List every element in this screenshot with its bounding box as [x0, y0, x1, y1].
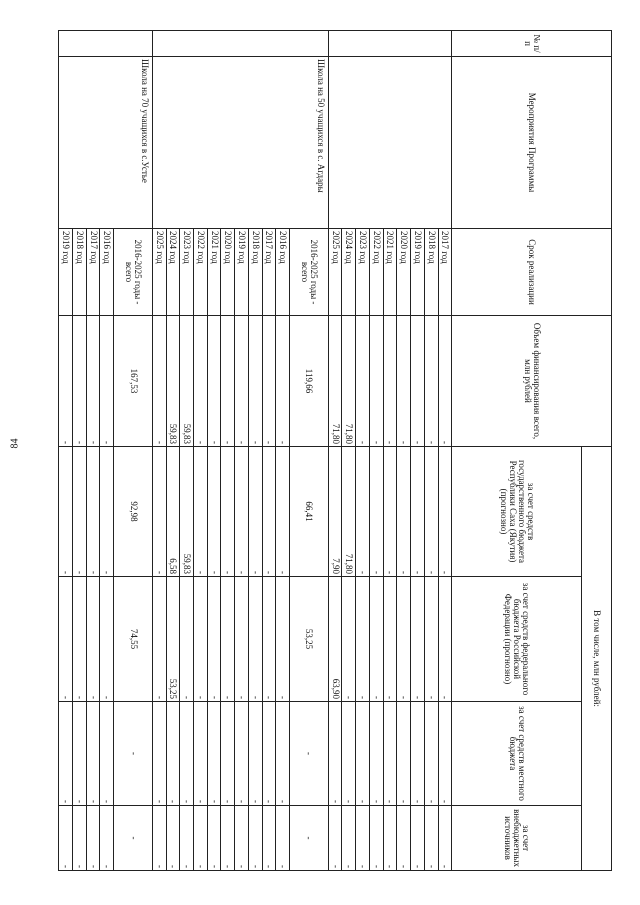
value-republic: -: [438, 447, 452, 577]
header-num: № п/п: [452, 31, 612, 57]
value-extra: -: [424, 806, 438, 871]
period-cell: 2023 год: [356, 229, 370, 316]
header-including: В том числе, млн рублей:: [582, 447, 612, 871]
value-federal: -: [73, 577, 87, 702]
value-total: -: [152, 316, 166, 447]
value-extra: -: [397, 806, 411, 871]
value-total: -: [356, 316, 370, 447]
value-total: -: [438, 316, 452, 447]
value-federal: -: [100, 577, 114, 702]
value-federal: -: [262, 577, 276, 702]
value-extra: -: [59, 806, 73, 871]
value-total: 71,80: [328, 316, 342, 447]
table-row: [114, 31, 153, 871]
value-total: 59,83: [180, 316, 194, 447]
value-total: -: [73, 316, 87, 447]
value-local: -: [276, 702, 290, 806]
header-total: Объем финансирования всего, млн рублей: [452, 316, 612, 447]
value-republic: -: [235, 447, 249, 577]
value-republic: -: [248, 447, 262, 577]
financing-table: [58, 30, 612, 871]
period-cell: 2017 год: [262, 229, 276, 316]
period-cell: 2019 год: [235, 229, 249, 316]
value-extra: -: [73, 806, 87, 871]
period-cell: 2017 год: [86, 229, 100, 316]
value-total: -: [86, 316, 100, 447]
period-cell: 2018 год: [73, 229, 87, 316]
value-federal: -: [356, 577, 370, 702]
value-federal: -: [194, 577, 208, 702]
value-federal: -: [369, 577, 383, 702]
header-extra: за счет внебюджетных источников: [452, 806, 582, 871]
event-name: Школа на 50 учащихся в с. Агдары: [152, 57, 328, 229]
period-cell: 2023 год: [180, 229, 194, 316]
value-local: -: [411, 702, 425, 806]
period-cell: 2016-2025 годы - всего: [114, 229, 153, 316]
value-local: -: [369, 702, 383, 806]
table-row: [290, 31, 329, 871]
value-republic: 59,83: [180, 447, 194, 577]
value-republic: -: [100, 447, 114, 577]
period-cell: 2018 год: [424, 229, 438, 316]
value-total: 119,66: [290, 316, 329, 447]
event-name: [328, 57, 451, 229]
value-republic: -: [194, 447, 208, 577]
value-federal: 63,90: [328, 577, 342, 702]
value-local: -: [100, 702, 114, 806]
value-extra: -: [328, 806, 342, 871]
value-extra: -: [235, 806, 249, 871]
value-total: 71,80: [342, 316, 356, 447]
value-extra: -: [438, 806, 452, 871]
value-total: -: [248, 316, 262, 447]
value-federal: 53,25: [166, 577, 180, 702]
value-total: -: [235, 316, 249, 447]
period-cell: 2021 год: [207, 229, 221, 316]
value-total: -: [411, 316, 425, 447]
value-local: -: [262, 702, 276, 806]
value-local: -: [194, 702, 208, 806]
value-local: -: [86, 702, 100, 806]
value-local: -: [328, 702, 342, 806]
value-republic: -: [397, 447, 411, 577]
value-federal: -: [248, 577, 262, 702]
value-federal: -: [424, 577, 438, 702]
value-local: -: [207, 702, 221, 806]
period-cell: 2020 год: [397, 229, 411, 316]
period-cell: 2025 год: [328, 229, 342, 316]
page-number: 84: [9, 438, 21, 449]
value-total: 167,53: [114, 316, 153, 447]
value-republic: -: [73, 447, 87, 577]
value-total: -: [424, 316, 438, 447]
value-local: -: [290, 702, 329, 806]
value-federal: -: [397, 577, 411, 702]
value-total: -: [369, 316, 383, 447]
header-event: Мероприятия Программы: [452, 57, 612, 229]
period-cell: 2019 год: [59, 229, 73, 316]
header-row-1: [582, 31, 612, 871]
value-local: -: [438, 702, 452, 806]
value-republic: -: [86, 447, 100, 577]
value-total: -: [276, 316, 290, 447]
value-extra: -: [207, 806, 221, 871]
value-local: -: [235, 702, 249, 806]
table-row: [438, 31, 452, 871]
value-local: -: [166, 702, 180, 806]
value-federal: -: [152, 577, 166, 702]
value-republic: -: [59, 447, 73, 577]
value-republic: 92,98: [114, 447, 153, 577]
period-cell: 2018 год: [248, 229, 262, 316]
header-federal: за счет средств федерального бюджета Российской Федерации (прогнозно): [452, 577, 582, 702]
value-total: -: [207, 316, 221, 447]
value-republic: -: [383, 447, 397, 577]
value-republic: -: [411, 447, 425, 577]
value-local: -: [152, 702, 166, 806]
period-cell: 2019 год: [411, 229, 425, 316]
value-local: -: [180, 702, 194, 806]
value-extra: -: [369, 806, 383, 871]
value-total: 59,83: [166, 316, 180, 447]
value-extra: -: [262, 806, 276, 871]
value-republic: -: [424, 447, 438, 577]
value-local: -: [356, 702, 370, 806]
value-republic: 6,58: [166, 447, 180, 577]
value-federal: -: [207, 577, 221, 702]
period-cell: 2016-2025 годы - всего: [290, 229, 329, 316]
value-extra: -: [194, 806, 208, 871]
value-total: -: [397, 316, 411, 447]
rotated-table-container: [58, 30, 612, 870]
value-total: -: [262, 316, 276, 447]
header-republic: за счет средств государственного бюджета Республики Саха (Якутия) (прогнозно): [452, 447, 582, 577]
value-local: -: [73, 702, 87, 806]
value-total: -: [59, 316, 73, 447]
value-extra: -: [221, 806, 235, 871]
value-republic: -: [152, 447, 166, 577]
value-extra: -: [100, 806, 114, 871]
value-federal: -: [438, 577, 452, 702]
period-cell: 2024 год: [342, 229, 356, 316]
value-extra: -: [152, 806, 166, 871]
value-extra: -: [248, 806, 262, 871]
value-total: -: [221, 316, 235, 447]
value-federal: -: [342, 577, 356, 702]
period-cell: 2024 год: [166, 229, 180, 316]
value-republic: 7,90: [328, 447, 342, 577]
value-local: -: [248, 702, 262, 806]
value-extra: -: [276, 806, 290, 871]
value-federal: -: [86, 577, 100, 702]
row-number: [152, 31, 328, 57]
period-cell: 2021 год: [383, 229, 397, 316]
value-extra: -: [356, 806, 370, 871]
value-extra: -: [86, 806, 100, 871]
header-local: за счет средств местного бюджета: [452, 702, 582, 806]
value-federal: -: [276, 577, 290, 702]
row-number: [328, 31, 451, 57]
period-cell: 2016 год: [100, 229, 114, 316]
value-extra: -: [114, 806, 153, 871]
period-cell: 2022 год: [194, 229, 208, 316]
value-republic: -: [356, 447, 370, 577]
value-federal: -: [59, 577, 73, 702]
value-federal: 53,25: [290, 577, 329, 702]
value-total: -: [194, 316, 208, 447]
period-cell: 2022 год: [369, 229, 383, 316]
period-cell: 2020 год: [221, 229, 235, 316]
value-federal: -: [180, 577, 194, 702]
value-local: -: [397, 702, 411, 806]
value-local: -: [383, 702, 397, 806]
period-cell: 2025 год: [152, 229, 166, 316]
value-local: -: [342, 702, 356, 806]
value-republic: 71,80: [342, 447, 356, 577]
value-republic: -: [369, 447, 383, 577]
value-extra: -: [166, 806, 180, 871]
value-extra: -: [411, 806, 425, 871]
value-local: -: [221, 702, 235, 806]
value-extra: -: [383, 806, 397, 871]
period-cell: 2016 год: [276, 229, 290, 316]
event-name: Школа на 70 учащихся в с.Устье: [59, 57, 153, 229]
value-total: -: [383, 316, 397, 447]
value-federal: 74,55: [114, 577, 153, 702]
value-republic: -: [221, 447, 235, 577]
value-extra: -: [180, 806, 194, 871]
value-extra: -: [290, 806, 329, 871]
value-federal: -: [383, 577, 397, 702]
value-local: -: [114, 702, 153, 806]
value-extra: -: [342, 806, 356, 871]
value-federal: -: [235, 577, 249, 702]
period-cell: 2017 год: [438, 229, 452, 316]
value-republic: -: [276, 447, 290, 577]
value-total: -: [100, 316, 114, 447]
header-period: Срок реализации: [452, 229, 612, 316]
value-republic: -: [262, 447, 276, 577]
value-local: -: [424, 702, 438, 806]
value-republic: -: [207, 447, 221, 577]
value-federal: -: [411, 577, 425, 702]
value-local: -: [59, 702, 73, 806]
value-federal: -: [221, 577, 235, 702]
row-number: [59, 31, 153, 57]
value-republic: 66,41: [290, 447, 329, 577]
